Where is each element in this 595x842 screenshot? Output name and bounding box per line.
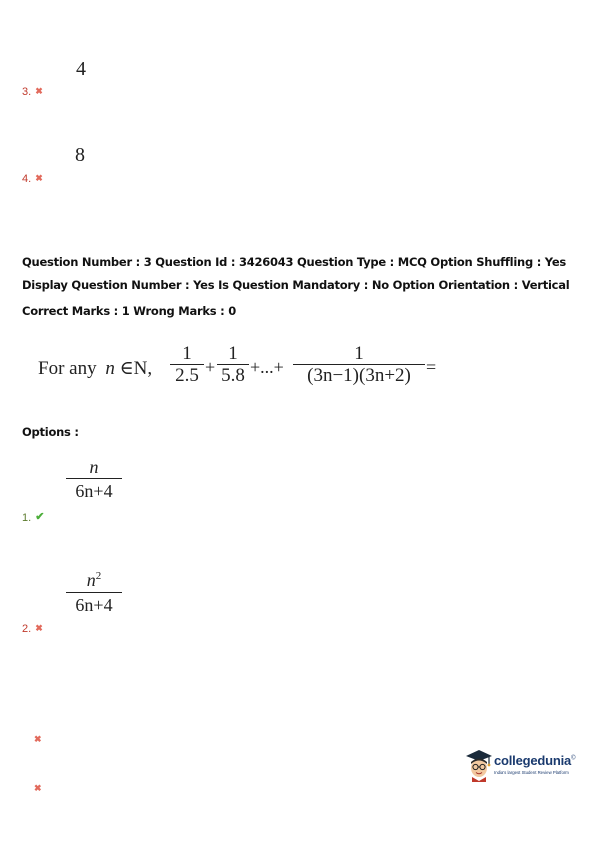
- option-1-expression: [66, 456, 122, 503]
- logo-name: collegedunia: [494, 753, 572, 768]
- numerator: 1: [228, 343, 238, 364]
- wrong-mark-icon: ✖: [35, 173, 43, 183]
- stem-comma: ,: [147, 358, 153, 379]
- question-meta-line-3: Correct Marks : 1 Wrong Marks : 0: [22, 304, 236, 318]
- question-meta-line-1: Question Number : 3 Question Id : 3426043 Question Type : MCQ Option Shuffling : Yes: [22, 255, 566, 269]
- option-number: 2.: [22, 623, 32, 635]
- graduate-mascot-icon: [464, 748, 494, 782]
- stem-term-3: [293, 344, 425, 387]
- numerator: 1: [354, 343, 364, 364]
- option-number: 3.: [22, 86, 32, 98]
- stem-term-2: [217, 344, 249, 386]
- wrong-mark-icon: ✖: [35, 623, 43, 633]
- stem-term-1: [170, 344, 204, 386]
- wrong-mark-icon: ✖: [34, 783, 42, 793]
- logo-suffix: ©: [571, 755, 576, 762]
- logo-tagline: India's largest Student Review Platform: [494, 770, 569, 775]
- option-number: 4.: [22, 173, 32, 185]
- collegedunia-logo: [464, 748, 584, 788]
- question-meta-line-2: Display Question Number : Yes Is Question Mandatory : No Option Orientation : Vertical: [22, 278, 570, 292]
- numerator: n: [86, 570, 96, 590]
- prev-option-3: [22, 86, 43, 98]
- stem-in: ∈: [119, 358, 134, 379]
- stem-plus-1: +: [205, 357, 216, 377]
- option-number: 1.: [22, 512, 32, 524]
- prev-option-4-value: 8: [75, 144, 85, 166]
- numerator-exponent: 2: [95, 570, 102, 582]
- prev-option-4: [22, 173, 43, 185]
- stem-prefix: For any: [38, 358, 97, 379]
- stem-equals: =: [426, 357, 437, 377]
- correct-mark-icon: ✔: [35, 511, 45, 523]
- options-label: Options :: [22, 425, 79, 439]
- denominator: 2.5: [175, 365, 199, 386]
- prev-option-3-value: 4: [76, 58, 86, 80]
- wrong-mark-icon: ✖: [34, 734, 42, 744]
- option-1: [22, 510, 44, 524]
- stem-set: N: [133, 358, 148, 379]
- stem-mid: +...+: [250, 357, 284, 377]
- numerator: n: [89, 457, 99, 477]
- denominator: 6n+4: [75, 481, 113, 501]
- denominator: (3n−1)(3n+2): [307, 365, 411, 386]
- option-2-expression: [66, 564, 122, 617]
- denominator: 5.8: [221, 365, 245, 386]
- option-3: [34, 734, 42, 746]
- wrong-mark-icon: ✖: [35, 86, 43, 96]
- stem-var: n: [105, 358, 115, 379]
- numerator: 1: [182, 343, 192, 364]
- denominator: 6n+4: [75, 595, 113, 615]
- option-2: [22, 623, 43, 635]
- option-4: [34, 783, 42, 795]
